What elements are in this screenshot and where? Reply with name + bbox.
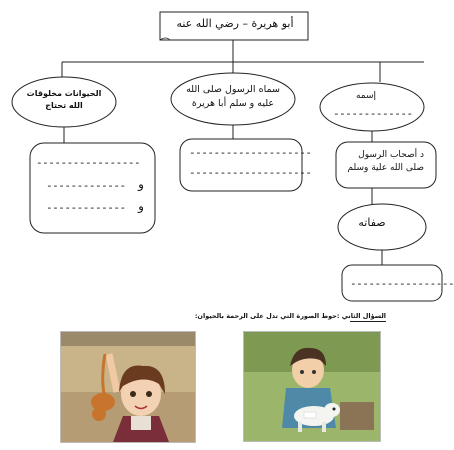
boy-helping-lamb-picture[interactable]	[243, 331, 381, 442]
traits-label: صفاته	[358, 216, 386, 229]
question-underline	[350, 321, 386, 322]
animals-conj-3: و	[138, 199, 144, 213]
companion-line1: د أصحاب الرسول	[358, 150, 424, 160]
name-blank[interactable]: -------------	[333, 107, 413, 120]
animals-heading-line1: الحيوانات مخلوقات	[26, 89, 102, 98]
companion-line2: صلى الله علية وسلم	[347, 163, 424, 173]
boy-helping-lamb-illustration	[244, 332, 380, 441]
question-text: السؤال الثاني :حوط الصورة التي تدل على الرحمة بالحيوان:	[194, 312, 386, 320]
animals-blank-3[interactable]: -------------	[46, 201, 126, 214]
name-label: إسمه	[355, 91, 377, 101]
animals-blank-2[interactable]: -------------	[46, 179, 126, 192]
girl-hanging-cat-illustration	[61, 332, 195, 442]
animals-conj-2: و	[138, 177, 144, 191]
naming-line1: سماه الرسول صلى الله	[186, 84, 280, 95]
animals-blank-1[interactable]: -----------------	[36, 156, 141, 169]
page-title: أبو هريرة – رضي الله عنه	[176, 17, 294, 30]
animals-heading-line2: الله تحتاج	[45, 101, 83, 110]
traits-blank[interactable]: -----------------	[350, 277, 454, 290]
naming-blank-2[interactable]: --------------------	[189, 166, 312, 179]
naming-line2: عليه و سلم أبا هريرة	[191, 98, 275, 109]
naming-blank-1[interactable]: --------------------	[189, 146, 312, 159]
girl-hanging-cat-picture[interactable]	[60, 331, 196, 443]
